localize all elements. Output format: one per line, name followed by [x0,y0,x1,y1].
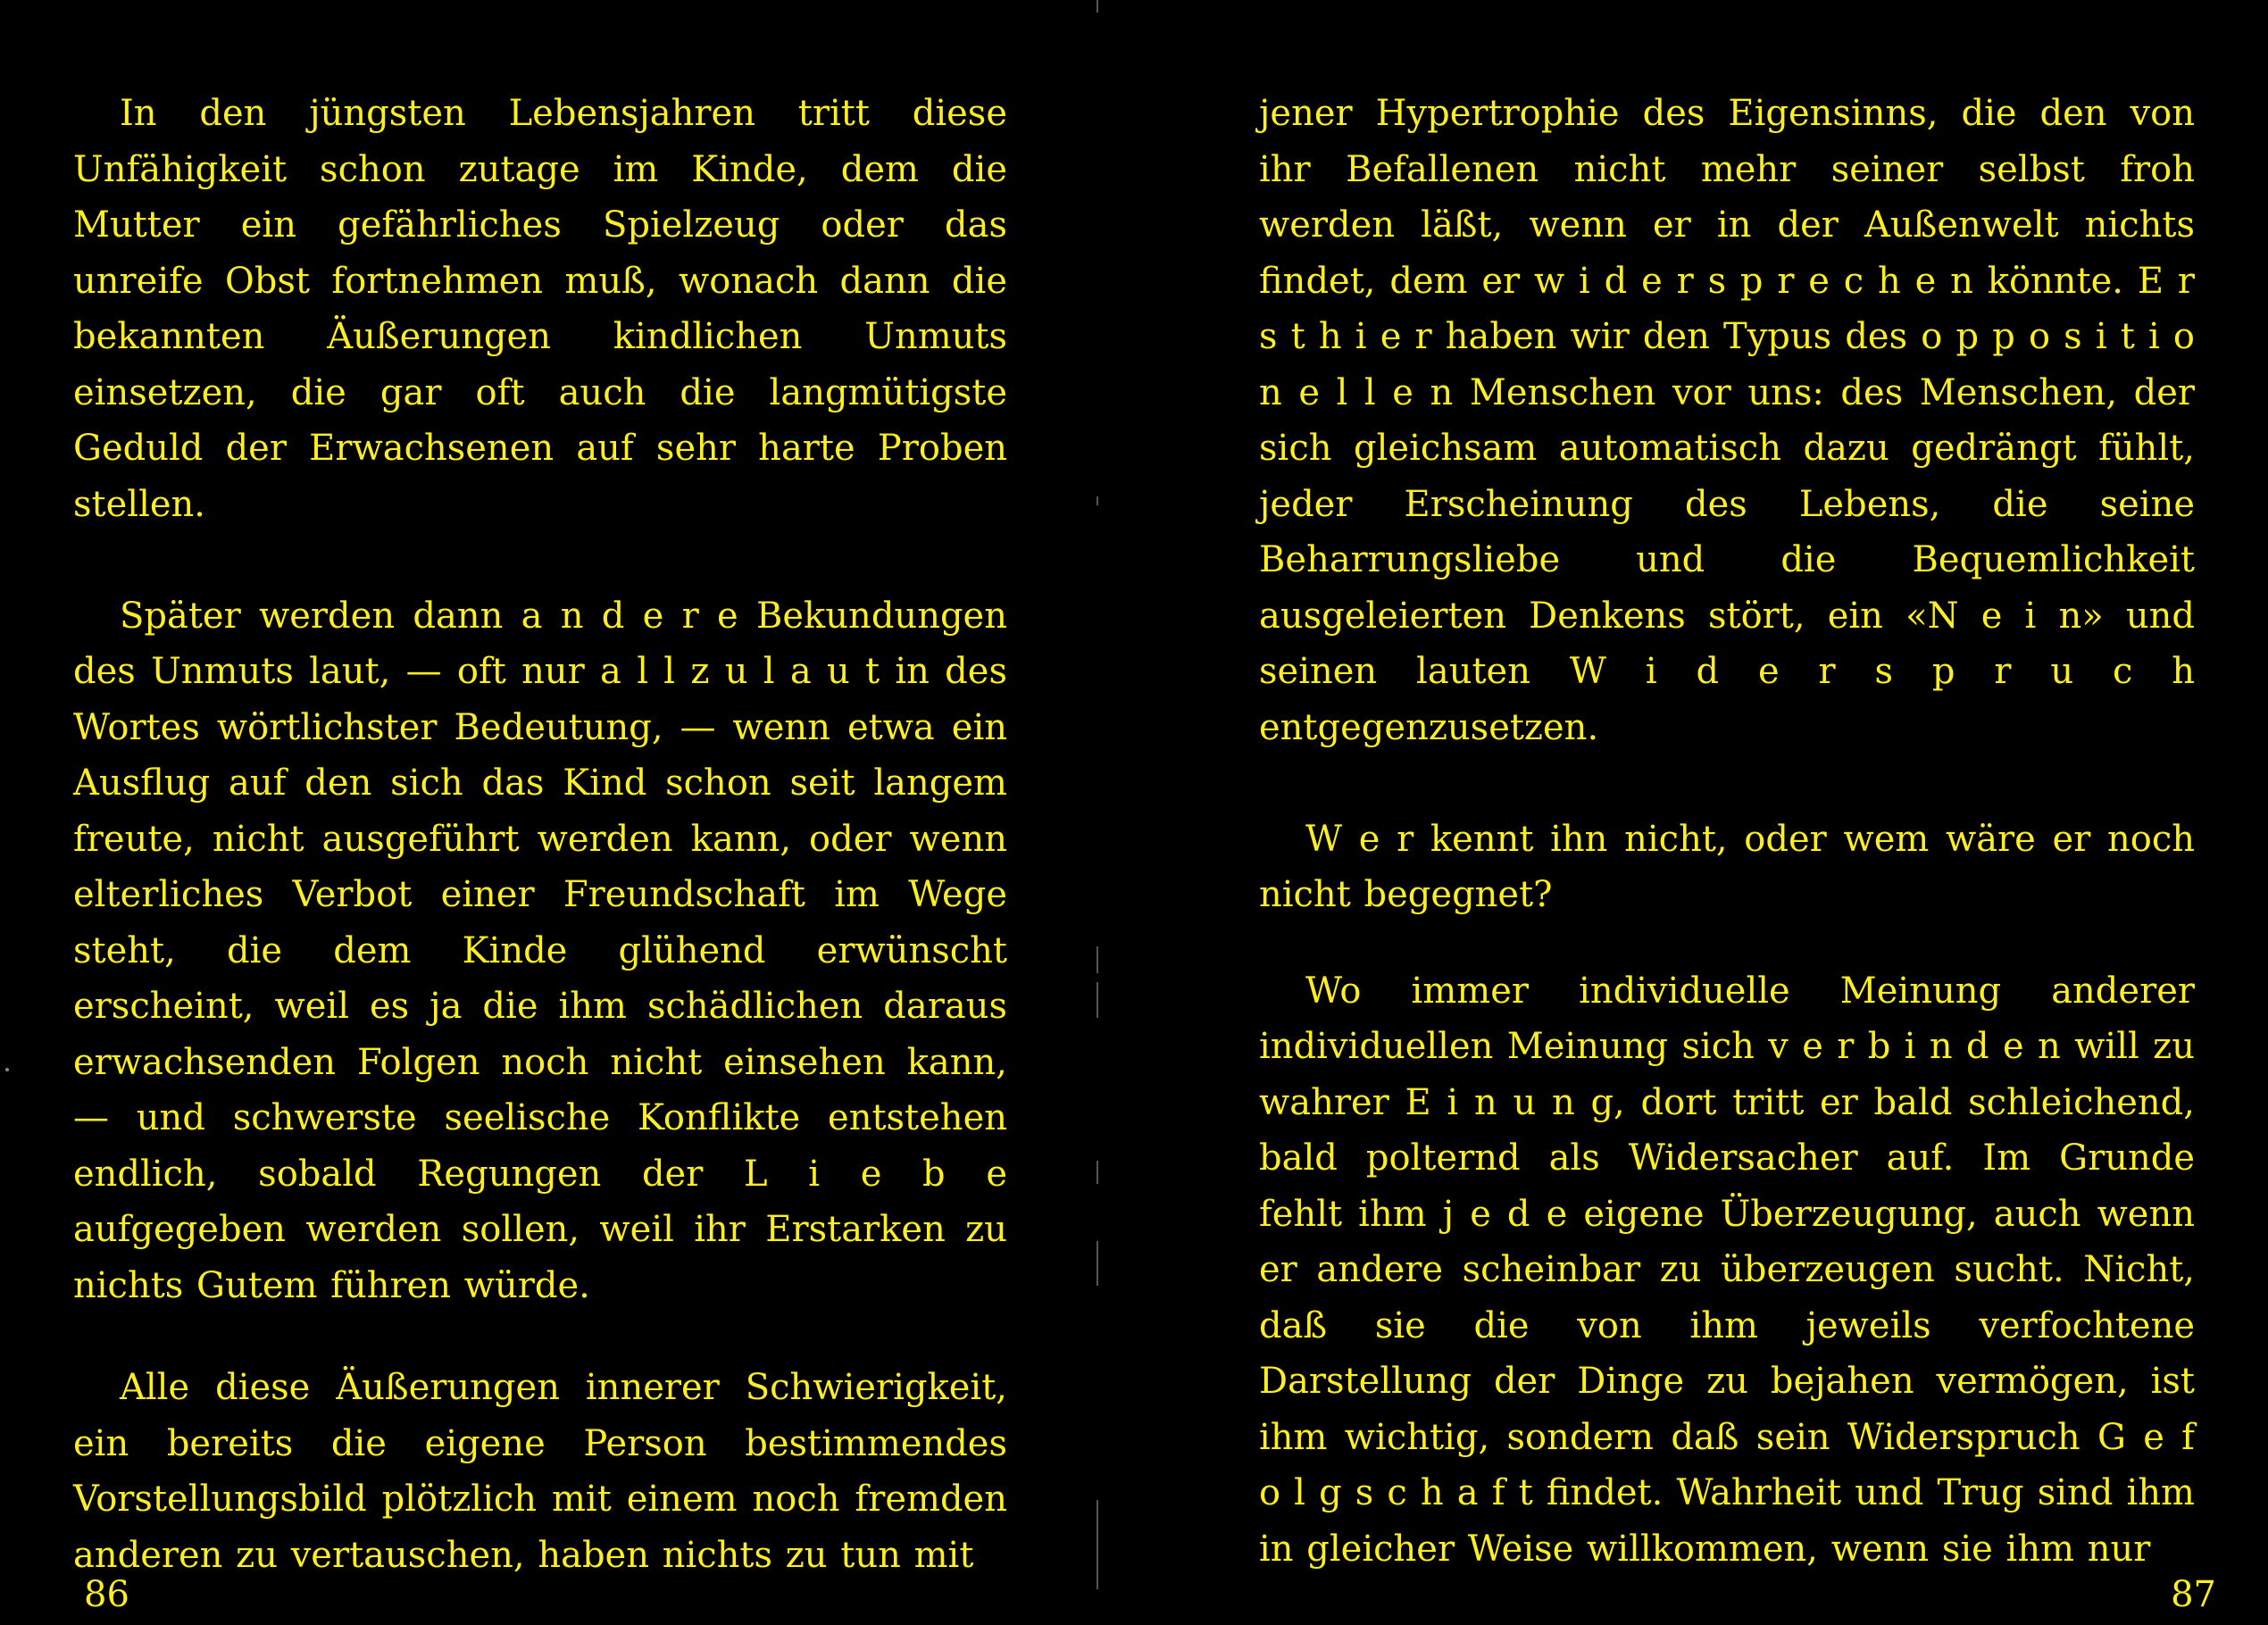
left-page [0,0,1089,1625]
page-number-left: 86 [84,1574,129,1615]
left-paragraph-2: Später werden dann a n d e r e Bekundungen des Unmuts laut, — oft nur a l l z u l a u t in des Wortes wörtlichster Bedeutung, — wenn etwa ein Ausflug auf den sich das Kind schon seit langem freute, nicht ausgeführt werden kann, oder wenn elterliches Verbot einer Freundschaft im Wege steht, die dem Kinde glühend erwünscht erscheint, weil es ja die ihm schädlichen daraus erwachsenden Folgen noch nicht einsehen kann, — und schwerste seelische Konflikte entstehen endlich, sobald Regungen der L i e b e aufgegeben werden sollen, weil ihr Erstarken zu nichts Gutem führen würde. [73,595,1007,1306]
left-text-column [73,86,1007,1625]
gutter-speck [1096,1161,1098,1184]
page-number-right: 87 [2171,1574,2216,1615]
right-paragraph-2: W e r kennt ihn nicht, oder wem wäre er noch nicht begegnet? [1259,818,2195,915]
gutter-speck [1096,946,1098,973]
right-paragraph-3: Wo immer individuelle Meinung anderer individuellen Meinung sich v e r b i n d e n will zu wahrer E i n u n g, dort tritt er bald schleichend, bald polternd als Widersacher auf. Im Grunde fehlt ihm j e d e eigene Überzeugung, auch wenn er andere scheinbar zu überzeugen sucht. Nicht, daß sie die von ihm jeweils verfochtene Darstellung der Dinge zu bejahen vermögen, ist ihm wichtig, sondern daß sein Widerspruch G e f o l g s c h a f t findet. Wahrheit und Trug sind ihm in gleicher Weise willkommen, wenn sie ihm nur [1259,970,2195,1570]
gutter-speck [1096,0,1098,12]
book-gutter [1096,0,1105,1625]
left-paragraph-1: In den jüngsten Lebensjahren tritt diese Unfähigkeit schon zutage im Kinde, dem die Mutter ein gefährliches Spielzeug oder das unreife Obst fortnehmen muß, wonach dann die bekannten Äußerungen kindlichen Unmuts einsetzen, die gar oft auch die langmütigste Geduld der Erwachsenen auf sehr harte Proben stellen. [73,93,1007,525]
gutter-speck [1096,1500,1098,1589]
right-text-column [1259,86,2195,1625]
gutter-speck [1096,496,1098,505]
left-paragraph-3: Alle diese Äußerungen innerer Schwierigkeit, ein bereits die eigene Person bestimmendes Vorstellungsbild plötzlich mit einem noch fremden anderen zu vertauschen, haben nichts zu tun mit [73,1367,1007,1576]
gutter-speck [1096,982,1098,1018]
right-paragraph-1: jener Hypertrophie des Eigensinns, die den von ihr Befallenen nicht mehr seiner selbst froh werden läßt, wenn er in der Außenwelt nichts findet, dem er w i d e r s p r e c h e n könnte. E r s t h i e r haben wir den Typus des o p p o s i t i o n e l l e n Menschen vor uns: des Menschen, der sich gleichsam automatisch dazu gedrängt fühlt, jeder Erscheinung des Lebens, die seine Beharrungsliebe und die Bequemlichkeit ausgeleierten Denkens stört, ein «N e i n» und seinen lauten W i d e r s p r u c h entgegenzusetzen. [1259,93,2195,748]
gutter-speck [1096,1241,1098,1286]
page-edge-speck [5,1068,9,1071]
right-page [1107,0,2268,1625]
